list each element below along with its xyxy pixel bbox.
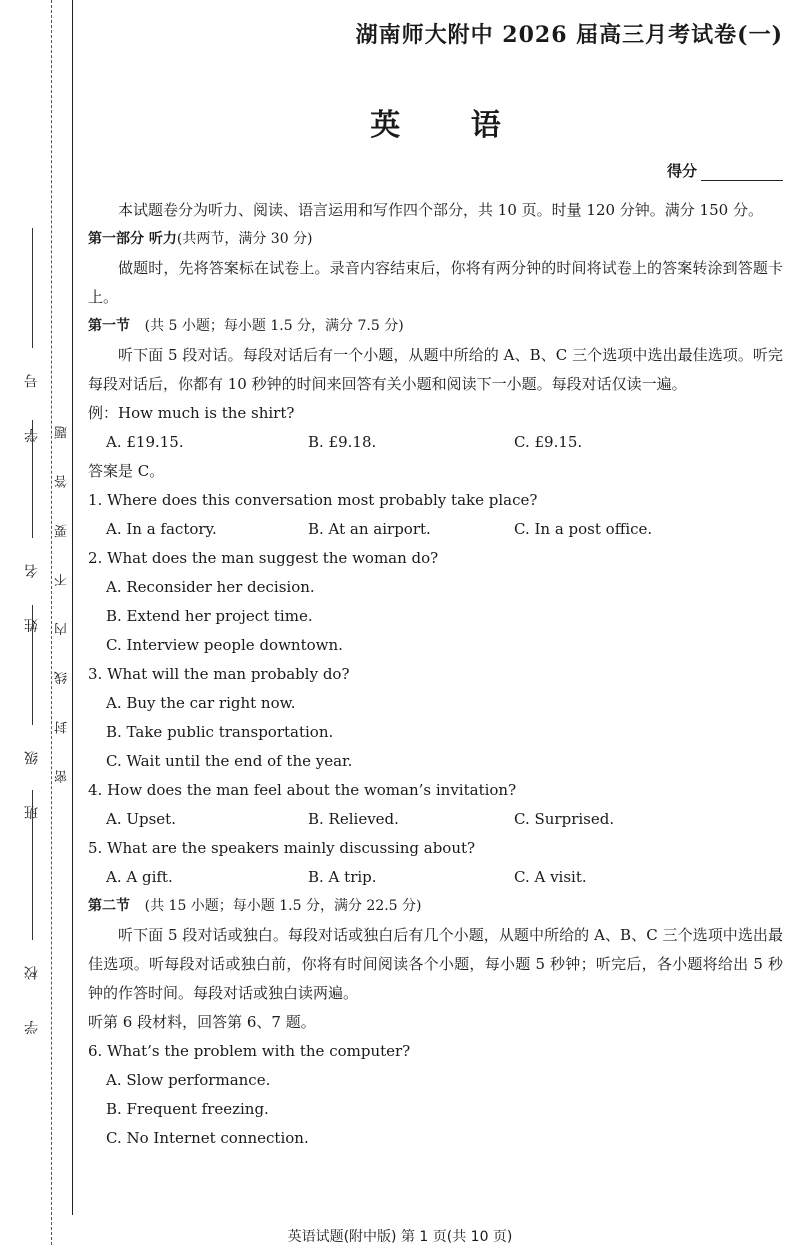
binding-solid-line xyxy=(72,0,73,1215)
subject-title: 英 语 xyxy=(370,108,531,143)
name-label: 姓 名 xyxy=(24,546,40,633)
q2-option-b: B. Extend her project time. xyxy=(106,607,313,625)
section1-heading xyxy=(88,312,783,341)
section1-instruction: 听下面 5 段对话。每段对话后有一个小题，从题中所给的 A、B、C 三个选项中选出最佳选项。听完每段对话后，你都有 10 秒钟的时间来回答有关小题和阅读下一小题。每段对话仅读一遍。 xyxy=(88,346,783,393)
question-5: 5. What are the speakers mainly discussing about? xyxy=(88,839,476,857)
name-field[interactable] xyxy=(18,420,46,632)
q1-option-a: A. In a factory. xyxy=(106,520,217,538)
q2-option-c: C. Interview people downtown. xyxy=(106,636,343,654)
school-blank[interactable] xyxy=(32,790,33,940)
q3-option-b: B. Take public transportation. xyxy=(106,723,334,741)
exam-body xyxy=(88,196,783,1153)
section1-title: 第一节 xyxy=(88,318,130,334)
question-1: 1. Where does this conversation most probably take place? xyxy=(88,491,538,509)
q6-option-b: B. Frequent freezing. xyxy=(106,1100,269,1118)
material-note: 听第 6 段材料，回答第 6、7 题。 xyxy=(88,1013,316,1031)
part1-title-sub: (共两节，满分 30 分) xyxy=(176,231,313,247)
page-footer: 英语试题(附中版) 第 1 页(共 10 页) xyxy=(287,1229,513,1245)
student-id-field[interactable] xyxy=(18,228,46,442)
example-option-b: B. £9.18. xyxy=(308,433,377,451)
score-label: 得分 xyxy=(666,162,697,180)
question-6: 6. What’s the problem with the computer? xyxy=(88,1042,411,1060)
student-id-blank[interactable] xyxy=(32,228,33,348)
example-option-a: A. £19.15. xyxy=(106,433,184,451)
q3-option-c: C. Wait until the end of the year. xyxy=(106,752,353,770)
student-id-label: 学 号 xyxy=(24,356,40,443)
name-blank[interactable] xyxy=(32,420,33,538)
q6-option-a: A. Slow performance. xyxy=(106,1071,271,1089)
section2-title: 第二节 xyxy=(88,898,130,914)
q5-option-b: B. A trip. xyxy=(308,868,377,886)
intro-text: 本试题卷分为听力、阅读、语言运用和写作四个部分，共 10 页。时量 120 分钟。满分 150 分。 xyxy=(118,201,763,219)
example-option-c: C. £9.15. xyxy=(514,433,583,451)
q5-option-a: A. A gift. xyxy=(106,868,173,886)
question-4-options xyxy=(88,805,783,834)
school-label: 学 校 xyxy=(24,948,40,1035)
q4-option-b: B. Relieved. xyxy=(308,810,399,828)
section2-instruction: 听下面 5 段对话或独白。每段对话或独白后有几个小题，从题中所给的 A、B、C 三个选项中选出最佳选项。听每段对话或独白前，你将有时间阅读各个小题，每小题 5 秒钟；听完后，各小题将给出 5 秒钟的作答时间。每段对话或独白读两遍。 xyxy=(88,926,783,1002)
question-1-options xyxy=(88,515,783,544)
question-3: 3. What will the man probably do? xyxy=(88,665,350,683)
class-blank[interactable] xyxy=(32,605,33,725)
q1-option-c: C. In a post office. xyxy=(514,520,653,538)
example-question: 例：How much is the shirt? xyxy=(88,404,295,422)
question-2: 2. What does the man suggest the woman do? xyxy=(88,549,439,567)
score-blank[interactable] xyxy=(701,166,783,181)
question-4: 4. How does the man feel about the woman’s invitation? xyxy=(88,781,517,799)
class-label: 班 级 xyxy=(24,733,40,820)
q4-option-a: A. Upset. xyxy=(106,810,176,828)
binding-dashed-line xyxy=(51,0,52,1245)
seal-notice: 密 封 线 内 不 要 答 题 xyxy=(55,410,70,783)
q2-option-a: A. Reconsider her decision. xyxy=(106,578,315,596)
section2-title-sub: (共 15 小题；每小题 1.5 分，满分 22.5 分) xyxy=(144,898,422,914)
part1-instruction: 做题时，先将答案标在试卷上。录音内容结束后，你将有两分钟的时间将试卷上的答案转涂到答题卡上。 xyxy=(88,259,783,306)
exam-title: 湖南师大附中 2026 届高三月考试卷(一) xyxy=(355,22,783,48)
example-answer: 答案是 C。 xyxy=(88,462,165,480)
class-field[interactable] xyxy=(18,605,46,819)
q1-option-b: B. At an airport. xyxy=(308,520,431,538)
section1-title-sub: (共 5 小题；每小题 1.5 分，满分 7.5 分) xyxy=(144,318,404,334)
example-options xyxy=(88,428,783,457)
q6-option-c: C. No Internet connection. xyxy=(106,1129,309,1147)
section2-heading xyxy=(88,892,783,921)
part1-title: 第一部分 听力 xyxy=(88,231,177,247)
school-field[interactable] xyxy=(18,790,46,1034)
q5-option-c: C. A visit. xyxy=(514,868,587,886)
score-box xyxy=(667,160,783,181)
question-5-options xyxy=(88,863,783,892)
q4-option-c: C. Surprised. xyxy=(514,810,615,828)
q3-option-a: A. Buy the car right now. xyxy=(106,694,296,712)
part1-heading xyxy=(88,225,783,254)
